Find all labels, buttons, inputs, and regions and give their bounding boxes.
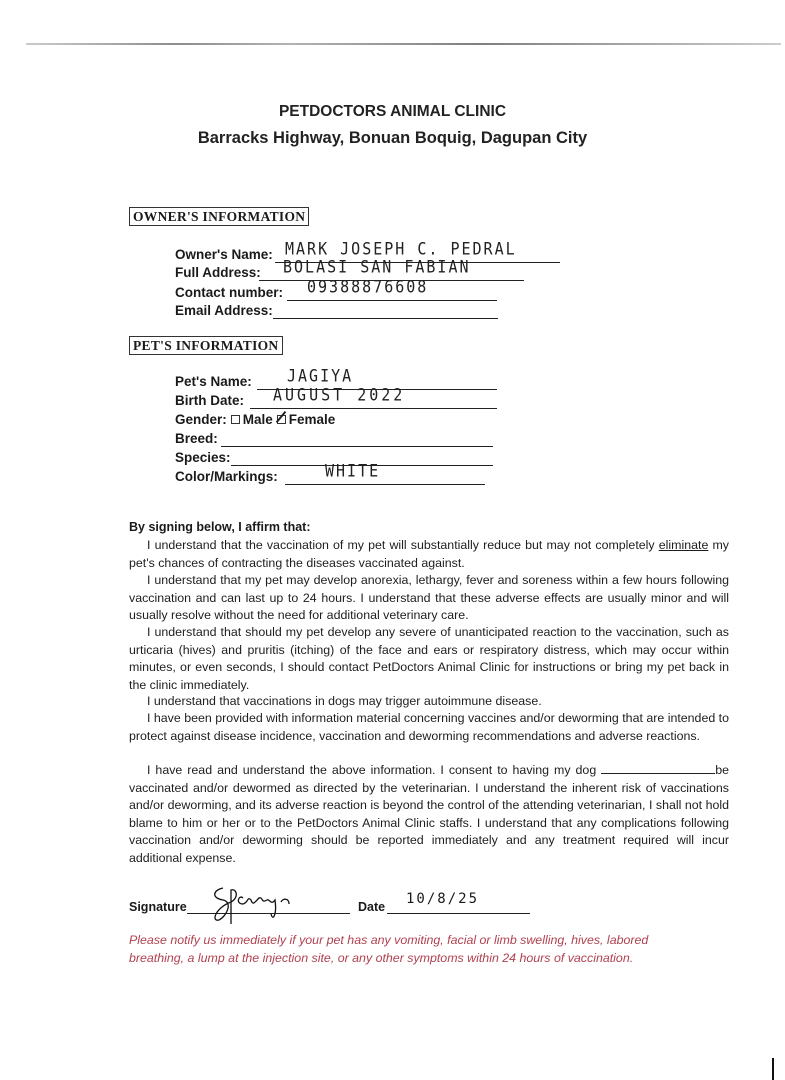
affirmation-paragraph-5	[129, 710, 729, 745]
owner-name-label: Owner's Name:	[175, 247, 273, 262]
gender-label: Gender:	[175, 412, 227, 427]
date-label: Date	[358, 900, 386, 914]
affirmation-paragraph-1	[129, 537, 729, 572]
color-markings-value: WHITE	[325, 460, 381, 481]
birth-date-label: Birth Date:	[175, 393, 245, 408]
male-option-label: Male	[242, 412, 273, 427]
male-checkbox[interactable]	[231, 415, 240, 424]
paragraph-text: I understand that vaccinations in dogs may trigger autoimmune disease.	[147, 694, 542, 708]
gender-field	[175, 412, 335, 427]
pet-name-value: JAGIYA	[287, 365, 354, 386]
owner-section-title: OWNER'S INFORMATION	[129, 207, 309, 226]
species-label: Species:	[175, 450, 231, 465]
breed-line	[221, 446, 493, 447]
affirmation-title: By signing below, I affirm that:	[129, 520, 311, 534]
color-markings-label: Color/Markings:	[175, 469, 278, 484]
email-address-label: Email Address:	[175, 303, 273, 318]
contact-number-line	[287, 300, 497, 301]
female-checkbox[interactable]	[277, 415, 286, 424]
signature-scribble	[209, 884, 319, 924]
birth-date-line	[250, 408, 497, 409]
breed-label: Breed:	[175, 431, 218, 446]
paragraph-text: I have been provided with information material concerning vaccines and/or deworming that are intended to protect against disease incidence, vaccination and deworming recommendations and adverse reactions.	[129, 711, 730, 743]
affirmation-paragraph-2	[129, 572, 729, 625]
full-address-value: BOLASI SAN FABIAN	[283, 256, 471, 277]
clinic-address: Barracks Highway, Bonuan Boquig, Dagupan City	[197, 129, 588, 147]
affirmation-paragraph-6	[129, 762, 729, 868]
paragraph-text: I have read and understand the above information. I consent to having my dog	[147, 763, 602, 777]
dog-name-blank[interactable]	[601, 763, 715, 774]
paragraph-text: I understand that should my pet develop any severe of unanticipated reaction to the vaccination, such as urticaria (hives) and pruritis (itching) of the face and ears or respiratory distress, which may occur within minutes, or even seconds, I should contact PetDoctors Animal Clinic for instructions or bring my pet back in the clinic immediately.	[129, 625, 729, 692]
signature-row	[129, 891, 480, 914]
color-markings-line	[285, 484, 485, 485]
birth-date-value: AUGUST 2022	[273, 384, 406, 405]
affirmation-paragraph-3	[129, 624, 729, 694]
contact-number-label: Contact number:	[175, 285, 283, 300]
signature-label: Signature	[129, 900, 187, 914]
pet-name-label: Pet's Name:	[175, 374, 252, 389]
scan-edge-mark	[772, 1058, 774, 1080]
paragraph-text: my pet's chances of contracting the diseases vaccinated against.	[129, 538, 729, 570]
affirmation-paragraph-4	[129, 693, 729, 711]
full-address-label: Full Address:	[175, 265, 261, 280]
pet-section-title: PET'S INFORMATION	[129, 336, 283, 355]
date-line[interactable]	[387, 913, 530, 914]
paragraph-text: I understand that the vaccination of my pet will substantially reduce but may not completely	[147, 538, 659, 552]
female-option-label: Female	[288, 412, 336, 427]
owner-name-value: MARK JOSEPH C. PEDRAL	[285, 238, 517, 259]
paragraph-text: be vaccinated and/or dewormed as directed by the veterinarian. I understand the inherent risk of vaccinations and/or deworming, and its adverse reaction is beyond the control of the attending veterinarian, I shall not hold blame to him or her or to the PetDoctors Animal Clinic staffs. I understand that any complications following vaccination and/or deworming should be reported immediately and any treatment required will incur additional expense.	[129, 763, 729, 865]
email-address-line	[273, 318, 498, 319]
notice-text: Please notify us immediately if your pet has any vomiting, facial or limb swelling, hives, labored breathing, a lump at the injection site, or any other symptoms within 24 hours of vaccination.	[129, 933, 649, 965]
scan-artifact-line	[26, 43, 781, 45]
underlined-word: eliminate	[658, 538, 709, 552]
date-value: 10/8/25	[406, 891, 480, 907]
contact-number-value: 09388876608	[307, 276, 429, 297]
clinic-name: PETDOCTORS ANIMAL CLINIC	[278, 103, 507, 120]
paragraph-text: I understand that my pet may develop anorexia, lethargy, fever and soreness within a few hours following vaccination and can last up to 24 hours. I understand that these adverse effects are usually minor and will usually resolve without the need for additional veterinary care.	[129, 573, 729, 623]
